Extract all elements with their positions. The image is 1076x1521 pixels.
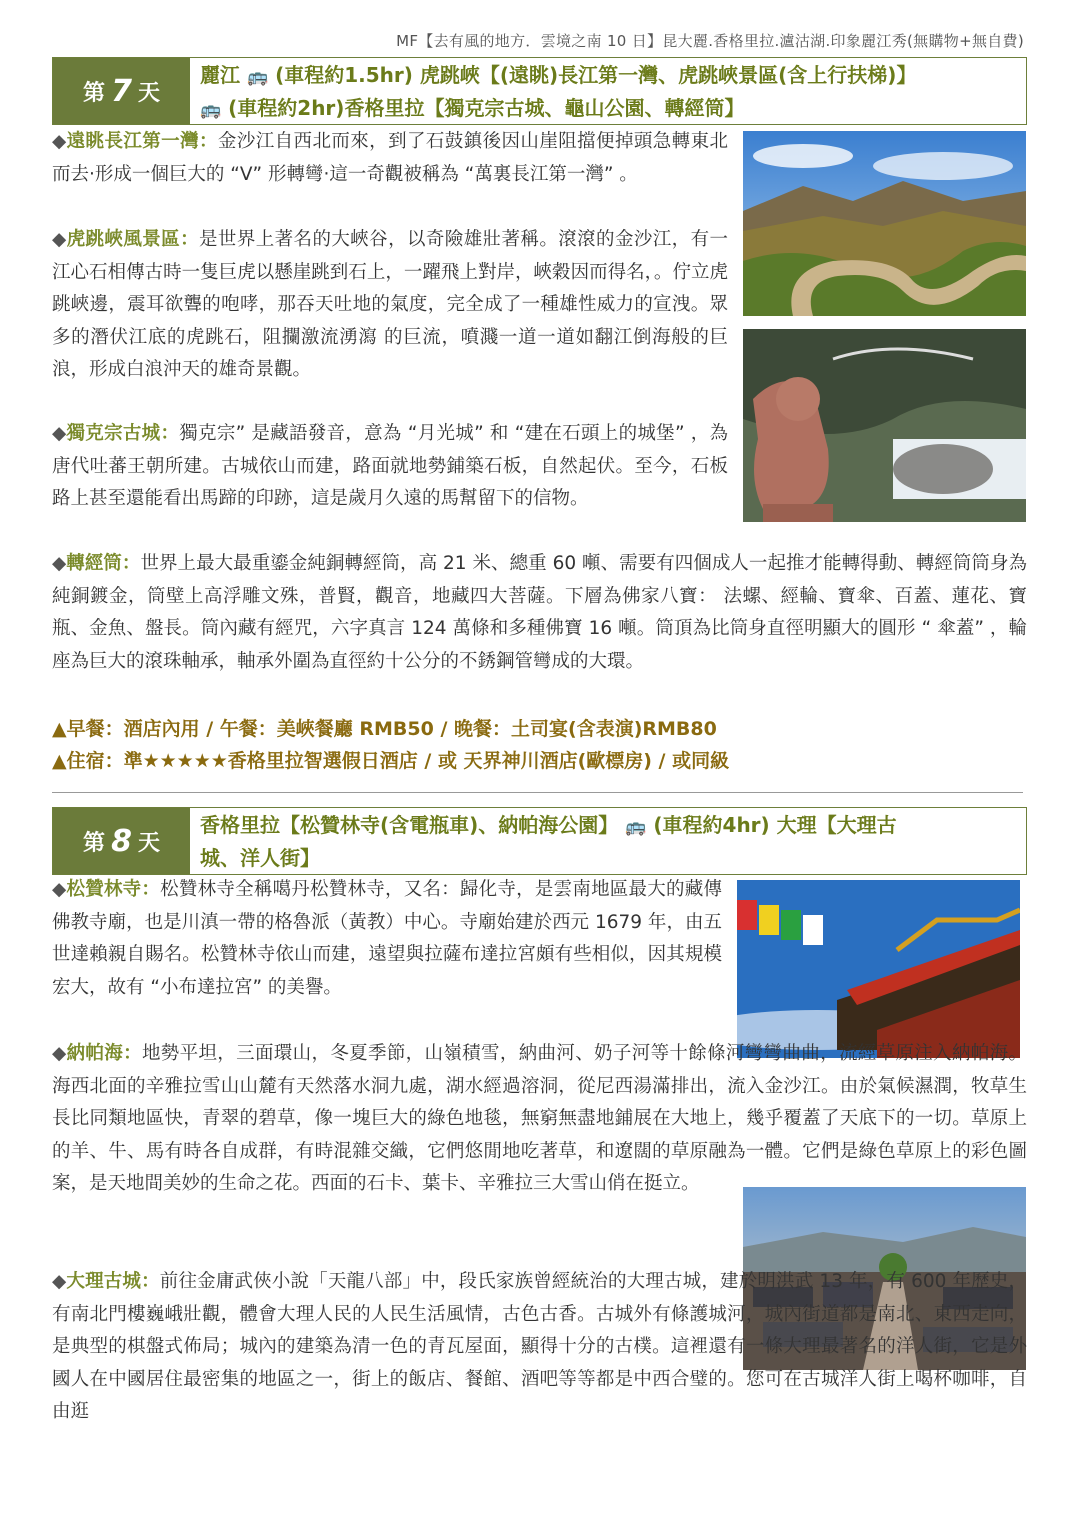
item-napahai [52,1038,1027,1201]
title-segment: (車程約1.5hr) 虎跳峽【(遠眺)長江第一灣、虎跳峽景區(含上行扶梯)】 [275,63,917,87]
item-text: 世界上最大最重鎏金純銅轉經筒，高 21 米、總重 60 噸、需要有四個成人一起推才能轉得動、轉經筒筒身為純銅鍍金，筒壁上高浮雕文殊，普賢，觀音，地藏四大菩薩。下層為佛家八寶： 法螺、經輪、寶傘、百蓋、蓮花、寶瓶、金魚、盤長。筒內藏有經咒，六字真言 124 萬條和多種佛寶 16 噸。筒頂為比筒身直徑明顯大的圓形 “ 傘蓋” ，輪座為巨大的滾珠軸承，軸承外圍為直徑約十公分的不銹鋼管彎成的大環。 [52,553,1027,672]
item-text: 地勢平坦，三面環山，冬夏季節，山嶺積雪，納曲河、奶子河等十餘條河彎彎曲曲，流經草原注入納帕海。海西北面的辛雅拉雪山山麓有天然落水洞九處，湖水經過溶洞，從尼西湯滿排出，流入金沙江。由於氣候濕潤，牧草生長比同類地區快，青翠的碧草，像一塊巨大的綠色地毯，無窮無盡地鋪展在大地上，幾乎覆蓋了天底下的一切。草原上的羊、牛、馬有時各自成群，有時混雜交織，它們悠閒地吃著草，和遼闊的草原融為一體。它們是綠色草原上的彩色圖案，是天地間美妙的生命之花。西面的石卡、葉卡、辛雅拉三大雪山俏在挺立。 [52,1043,1027,1194]
title-segment: 城、洋人街】 [200,846,320,870]
day8-badge [53,808,190,874]
diamond-bullet-icon: ◆ [52,1271,67,1292]
item-text: 金沙江自西北而來，到了石鼓鎮後因山崖阻擋便掉頭急轉東北而去‧形成一個巨大的 “V” 形轉彎‧這一奇觀被稱為 “萬裏長江第一灣” 。 [52,131,728,185]
item-term: 遠眺長江第一灣： [66,131,218,152]
day-number: 7 [111,73,132,109]
day7-title [200,60,1016,126]
diamond-bullet-icon: ◆ [52,423,67,444]
title-segment: (車程約2hr)香格里拉【獨克宗古城、龜山公園、轉經筒】 [228,96,745,120]
tiger-leaping-gorge-photo [743,329,1026,522]
item-term: 虎跳峽風景區： [66,229,199,250]
item-dali-old-town [52,1266,1027,1429]
day7-badge [53,58,190,124]
item-songzanlin [52,874,722,1004]
day7-banner [52,57,1027,125]
day-suffix: 天 [137,80,160,106]
title-segment: 香格里拉【松贊林寺(含電瓶車)、納帕海公園】 [200,813,619,837]
item-text: 是世界上著名的大峽谷，以奇險雄壯著稱。滾滾的金沙江，有一江心石相傳古時一隻巨虎以懸崖跳到石上，一躍飛上對岸，峽穀因而得名，。佇立虎跳峽邊，震耳欲聾的咆哮，那吞天吐地的氣度，完全成了一種雄性威力的宣洩。眾多的潛伏江底的虎跳石，阻攔激流湧瀉 的巨流，噴濺一道一道如翻江倒海般的巨浪，形成白浪沖天的雄奇景觀。 [52,229,728,380]
item-yangtze-bend [52,126,728,191]
day-prefix: 第 [83,80,106,106]
yangtze-first-bend-photo [743,131,1026,316]
item-term: 轉經筒： [66,553,141,574]
item-term: 松贊林寺： [66,879,161,900]
item-text: 獨克宗” 是藏語發音，意為 “月光城” 和 “建在石頭上的城堡” ，為唐代吐蕃王朝所建。古城依山而建，路面就地勢鋪築石板，自然起伏。至今，石板路上甚至還能看出馬蹄的印跡，這是歲月久遠的馬幫留下的信物。 [52,423,728,509]
diamond-bullet-icon: ◆ [52,879,67,900]
diamond-bullet-icon: ◆ [52,131,67,152]
item-prayer-wheel [52,548,1027,678]
day7-hotel: ▲住宿：準★★★★★香格里拉智選假日酒店 / 或 天界神川酒店(歐標房) / 或同級 [52,750,730,772]
day-suffix: 天 [137,830,160,856]
day-number: 8 [111,823,132,859]
item-term: 獨克宗古城： [66,423,180,444]
diamond-bullet-icon: ◆ [52,229,67,250]
item-dukezong [52,418,728,516]
bus-icon: 🚌 [200,100,222,120]
bus-icon: 🚌 [246,67,269,87]
item-text: 前往金庸武俠小說「天龍八部」中，段氏家族曾經統治的大理古城，建於明洪武 13 年，有 600 年歷史，有南北門樓巍峨壯觀，體會大理人民的人民生活風情，古色古香。古城外有條護城河，城內街道都是南北、東西走向，是典型的棋盤式佈局；城內的建築為清一色的青瓦屋面，顯得十分的古樸。這裡還有一條大理最著名的洋人街，它是外國人在中國居住最密集的地區之一，街上的飯店、餐館、酒吧等等都是中西合璧的。您可在古城洋人街上喝杯咖啡，自由逛 [52,1271,1027,1422]
item-tiger-gorge [52,224,728,387]
day7-meals: ▲早餐：酒店內用 / 午餐：美峽餐廳 RMB50 / 晚餐：土司宴(含表演)RMB80 [52,718,717,740]
title-segment: (車程約4hr) 大理【大理古 [653,813,897,837]
day8-title [200,810,1016,874]
songzanlin-monastery-photo [737,880,1020,1058]
title-segment: 麗江 [200,63,240,87]
diamond-bullet-icon: ◆ [52,553,67,574]
bus-icon: 🚌 [625,817,647,837]
section-divider [52,792,1023,793]
item-text: 松贊林寺全稱噶丹松贊林寺，又名：歸化寺，是雲南地區最大的藏傳佛教寺廟，也是川滇一帶的格魯派（黃教）中心。寺廟始建於西元 1679 年，由五世達賴親自賜名。松贊林寺依山而建，遠望與拉薩布達拉宮頗有些相似，因其規模宏大，故有 “小布達拉宮” 的美譽。 [52,879,722,998]
day8-banner [52,807,1027,875]
diamond-bullet-icon: ◆ [52,1043,67,1064]
day-prefix: 第 [83,830,106,856]
document-header: MF【去有風的地方．雲境之南 10 日】昆大麗.香格里拉.瀘沽湖.印象麗江秀(無購物+無自費) [396,32,1024,50]
item-term: 納帕海： [66,1043,142,1064]
item-term: 大理古城： [66,1271,160,1292]
